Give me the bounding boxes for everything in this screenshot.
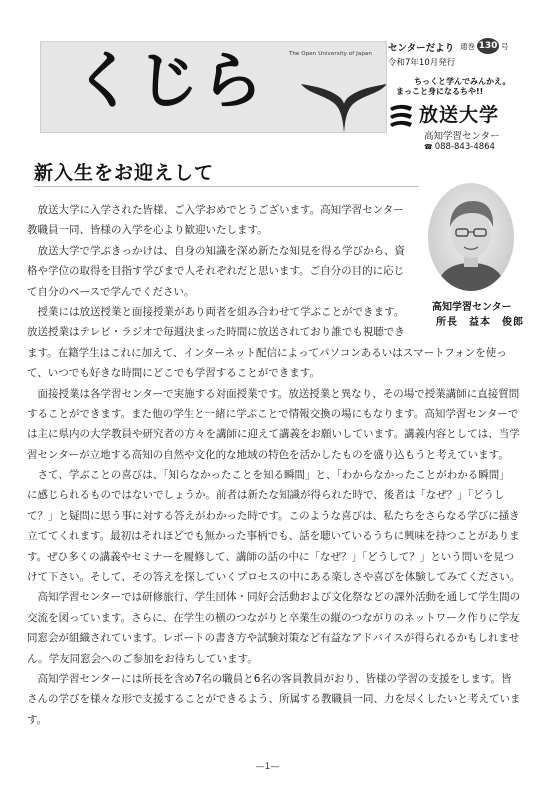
page-number: —1— [255,762,280,772]
body-line: は主に県内の大学教員や研究者の方々を講師に迎えて講義をお願いしています。講義内容としては、当学 [27,428,520,441]
issue-number-badge: 130 [477,38,499,54]
phone-icon: ☎ [424,143,433,151]
university-logo-icon [388,102,414,130]
body-line: て、いつでも好きな時間にどこでも学習することができます。 [27,367,320,380]
article-headline: 新入生をお迎えして [34,162,215,184]
masthead-banner [40,41,387,133]
phone-number [424,142,495,152]
issue-suffix: 号 [501,42,509,51]
body-line: す。ぜひ多くの講義やセミナーを履修して、講師の話の中に「なぜ？」「どうして？」という問いを見つ [27,550,515,563]
portrait-caption-center: 高知学習センター [432,302,512,313]
body-line: 交流を図っています。さらに、在学生の横のつながりと卒業生の縦のつながりのネットワーク作りに学友 [27,611,520,624]
article-body [27,200,521,730]
catchphrase-line-2: まっこと身になるちや!! [396,87,484,96]
portrait-caption-name: 所長 益本 俊郎 [436,317,524,328]
newsletter-info [388,38,528,158]
whale-tail-icon [299,64,387,133]
masthead-title: くじら [73,44,266,117]
body-line: 習センターが立地する高知の自然や文化的な地域の特色を活かしたものを盛り込もうと考えています。 [27,448,509,461]
university-name: 放送大学 [419,104,500,126]
body-line: 放送大学で学ぶきっかけは、自身の知識を深め新たな知見を得る学びから、資 [27,244,405,257]
body-line: ん。学友同窓会へのご参加をお待ちしています。 [27,652,258,665]
newsletter-label: センターだより [388,43,455,54]
issue-date: 令和7年10月発行 [388,58,456,68]
body-line: 授業には放送授業と面接授業があり両者を組み合わせて学ぶことができます。 [27,305,405,318]
masthead-subtitle: The Open University of Japan [288,51,372,57]
body-line: ます。在籍学生はこれに加えて、インターネット配信によってパソコンあるいはスマートフォンを使っ [27,346,507,359]
center-name: 高知学習センター [424,131,500,142]
headline-divider [34,186,419,187]
body-line: す。 [27,713,48,726]
catchphrase-line-1: ちっくと学んでみんかえ。 [414,77,511,86]
body-line: けて下さい。そして、その答えを探していくプロセスの中にある楽しさや喜びを体験してみてください。 [27,571,521,584]
body-line: することができます。また他の学生と一緒に学ぶことで情報交換の場にもなります。高知学習センターで [27,407,519,420]
body-line: 教職員一同、皆様の入学を心より歓迎いたします。 [27,224,268,237]
body-line: 格や学位の取得を目指す学びまで人それぞれだと思います。ご自分の目的に応じ [27,265,405,278]
body-line: 高知学習センターでは研修旅行、学生団体・同好会活動および文化祭などの課外活動を通して学生間の [27,591,521,604]
body-line: 放送大学に入学された皆様、ご入学おめでとうございます。高知学習センター [27,204,404,216]
body-line: 面接授業は各学習センターで実施する対面授業です。放送授業と異なり、その場で授業講師に直接質問 [27,387,520,400]
body-line: 同窓会が組織されています。レポートの書き方や試験対策など有益なアドバイスが得られるかもしれませ [27,632,520,645]
body-line: て自分のペースで学んでください。 [27,285,195,298]
body-line: さて、学ぶことの喜びは、「知らなかったことを知る瞬間」と、「わからなかったことがわかる瞬間」 [27,469,510,482]
body-line: 放送授業はテレビ・ラジオで毎週決まった時間に放送されており誰でも視聴でき [27,326,405,339]
body-line: さんの学びを様々な形で支援することができるよう、所属する教職員一同、力を尽くしたいと考えていま [27,693,521,706]
body-line: 高知学習センターには所長を含め7名の職員と6名の客員教員がおり、皆様の学習の支援をします。皆 [27,672,512,685]
body-line: に感じられるものではないでしょうか。前者は新たな知識が得られた時で、後者は「なぜ？」「どうし [27,489,505,502]
issue-prefix: 通巻 [460,42,475,51]
phone-text: 088-843-4864 [434,142,495,152]
body-line: 立ててくれます。最初はそれほどでも無かった事柄でも、話を聴いているうちに興味を持つことがありま [27,530,520,543]
body-line: て？」と疑問に思う事に対する答えがわかった時です。このような喜びは、私たちをさらなる学びに掻き [27,509,520,522]
